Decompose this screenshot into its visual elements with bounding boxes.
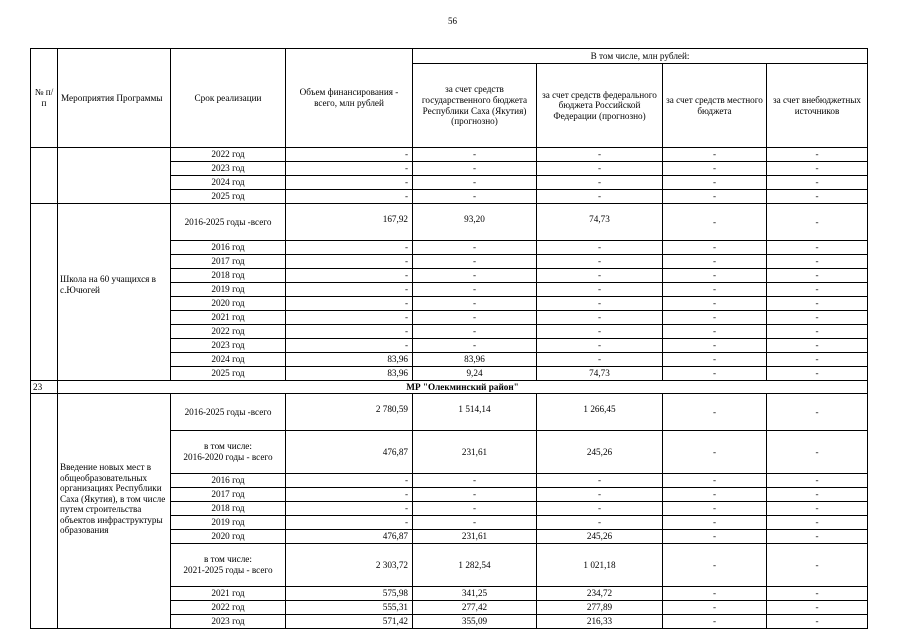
header-extra: за счет внебюджетных источников [767,64,868,148]
federal-cell: - [537,176,663,190]
total-cell: - [286,297,413,311]
extra-cell: - [767,204,868,241]
period-label: 2016-2020 годы - всего [183,452,273,462]
federal-cell: 277,89 [537,601,663,615]
period-cell: 2018 год [171,502,286,516]
header-term: Срок реализации [171,49,286,148]
local-cell: - [663,241,767,255]
extra-cell: - [767,615,868,629]
federal-cell: - [537,190,663,204]
section-row [31,381,868,394]
total-cell: - [286,241,413,255]
local-cell: - [663,297,767,311]
event-name: Школа на 60 учащихся в с.Ючюгей [58,204,171,381]
period-cell: 2022 год [171,601,286,615]
local-cell: - [663,367,767,381]
local-cell: - [663,148,767,162]
federal-cell: - [537,297,663,311]
federal-cell: - [537,325,663,339]
period-cell: 2022 год [171,325,286,339]
republic-cell: 1 282,54 [413,544,537,587]
extra-cell: - [767,255,868,269]
period-cell: 2016-2025 годы -всего [171,394,286,431]
period-cell: 2019 год [171,283,286,297]
republic-cell: 277,42 [413,601,537,615]
local-cell: - [663,530,767,544]
total-cell: - [286,502,413,516]
republic-cell: 355,09 [413,615,537,629]
local-cell: - [663,311,767,325]
local-cell: - [663,190,767,204]
republic-cell: 231,61 [413,530,537,544]
federal-cell: 234,72 [537,587,663,601]
period-cell [171,544,286,587]
federal-cell: - [537,488,663,502]
federal-cell: - [537,353,663,367]
period-cell: 2024 год [171,176,286,190]
period-cell: 2024 год [171,353,286,367]
federal-cell: - [537,502,663,516]
republic-cell: - [413,190,537,204]
period-cell: 2017 год [171,488,286,502]
header-including: В том числе, млн рублей: [413,49,868,64]
federal-cell: 216,33 [537,615,663,629]
total-cell: - [286,488,413,502]
header-federal: за счет средств федерального бюджета Российской Федерации (прогнозно) [537,64,663,148]
local-cell: - [663,544,767,587]
total-cell: 2 780,59 [286,394,413,431]
total-cell: - [286,325,413,339]
federal-cell: 245,26 [537,431,663,474]
period-cell: 2023 год [171,615,286,629]
local-cell: - [663,394,767,431]
republic-cell: - [413,283,537,297]
section-num: 23 [31,381,58,394]
extra-cell: - [767,367,868,381]
table-row [31,204,868,241]
local-cell: - [663,283,767,297]
extra-cell: - [767,587,868,601]
republic-cell: - [413,241,537,255]
republic-cell: - [413,502,537,516]
extra-cell: - [767,516,868,530]
federal-cell: 74,73 [537,367,663,381]
republic-cell: - [413,255,537,269]
extra-cell: - [767,148,868,162]
total-cell: - [286,283,413,297]
period-cell: 2023 год [171,162,286,176]
federal-cell: - [537,311,663,325]
local-cell: - [663,502,767,516]
republic-cell: - [413,516,537,530]
local-cell: - [663,176,767,190]
republic-cell: 231,61 [413,431,537,474]
period-sublabel: в том числе: [204,554,252,565]
extra-cell: - [767,353,868,367]
event-name: Введение новых мест в общеобразовательных организациях Республики Саха (Якутия), в том числе путем строительства объектов инфраструктуры образования [58,394,171,629]
federal-cell: - [537,162,663,176]
extra-cell: - [767,339,868,353]
total-cell: 476,87 [286,431,413,474]
header-volume: Объем финансирования - всего, млн рублей [286,49,413,148]
extra-cell: - [767,176,868,190]
total-cell: - [286,255,413,269]
extra-cell: - [767,297,868,311]
page-number: 56 [448,16,457,26]
local-cell: - [663,615,767,629]
federal-cell: - [537,269,663,283]
local-cell: - [663,269,767,283]
local-cell: - [663,255,767,269]
period-cell: 2020 год [171,297,286,311]
republic-cell: - [413,148,537,162]
federal-cell: 245,26 [537,530,663,544]
period-cell: 2016 год [171,474,286,488]
republic-cell: 9,24 [413,367,537,381]
local-cell: - [663,601,767,615]
header-local: за счет средств местного бюджета [663,64,767,148]
local-cell: - [663,587,767,601]
local-cell: - [663,325,767,339]
republic-cell: - [413,162,537,176]
header-num: № п/п [31,49,58,148]
period-cell: 2020 год [171,530,286,544]
header-republic: за счет средств государственного бюджета Республики Саха (Якутия) (прогнозно) [413,64,537,148]
republic-cell: - [413,297,537,311]
total-cell: - [286,162,413,176]
republic-cell: - [413,339,537,353]
republic-cell: - [413,176,537,190]
total-cell: 555,31 [286,601,413,615]
total-cell: 575,98 [286,587,413,601]
extra-cell: - [767,162,868,176]
header-events: Мероприятия Программы [58,49,171,148]
period-sublabel: в том числе: [204,441,252,452]
total-cell: 476,87 [286,530,413,544]
table-row [31,394,868,431]
total-cell: - [286,148,413,162]
extra-cell: - [767,544,868,587]
total-cell: 83,96 [286,353,413,367]
total-cell: - [286,176,413,190]
period-cell: 2021 год [171,311,286,325]
local-cell: - [663,162,767,176]
republic-cell: - [413,488,537,502]
period-cell: 2016-2025 годы -всего [171,204,286,241]
local-cell: - [663,474,767,488]
period-cell: 2017 год [171,255,286,269]
total-cell: 571,42 [286,615,413,629]
extra-cell: - [767,190,868,204]
extra-cell: - [767,283,868,297]
federal-cell: - [537,241,663,255]
federal-cell: - [537,339,663,353]
total-cell: - [286,311,413,325]
republic-cell: - [413,269,537,283]
federal-cell: - [537,516,663,530]
federal-cell: 74,73 [537,204,663,241]
period-cell: 2022 год [171,148,286,162]
extra-cell: - [767,394,868,431]
num-cell [31,148,58,204]
republic-cell: - [413,311,537,325]
local-cell: - [663,488,767,502]
period-cell: 2023 год [171,339,286,353]
local-cell: - [663,204,767,241]
local-cell: - [663,516,767,530]
total-cell: 2 303,72 [286,544,413,587]
total-cell: - [286,474,413,488]
republic-cell: - [413,474,537,488]
extra-cell: - [767,601,868,615]
federal-cell: - [537,255,663,269]
total-cell: - [286,339,413,353]
num-cell [31,394,58,629]
republic-cell: 1 514,14 [413,394,537,431]
total-cell: 83,96 [286,367,413,381]
federal-cell: - [537,283,663,297]
total-cell: - [286,516,413,530]
republic-cell: 93,20 [413,204,537,241]
total-cell: - [286,190,413,204]
section-title: МР "Олекминский район" [58,381,868,394]
republic-cell: - [413,325,537,339]
extra-cell: - [767,325,868,339]
federal-cell: 1 266,45 [537,394,663,431]
period-cell: 2019 год [171,516,286,530]
period-cell [171,431,286,474]
federal-cell: 1 021,18 [537,544,663,587]
extra-cell: - [767,488,868,502]
total-cell: - [286,269,413,283]
period-label: 2021-2025 годы - всего [183,565,273,575]
period-cell: 2021 год [171,587,286,601]
extra-cell: - [767,474,868,488]
local-cell: - [663,353,767,367]
num-cell [31,204,58,381]
extra-cell: - [767,311,868,325]
period-cell: 2018 год [171,269,286,283]
republic-cell: 83,96 [413,353,537,367]
extra-cell: - [767,502,868,516]
local-cell: - [663,431,767,474]
table-row [31,148,868,162]
extra-cell: - [767,241,868,255]
republic-cell: 341,25 [413,587,537,601]
total-cell: 167,92 [286,204,413,241]
period-cell: 2025 год [171,367,286,381]
local-cell: - [663,339,767,353]
financing-table [30,48,868,629]
period-cell: 2016 год [171,241,286,255]
extra-cell: - [767,530,868,544]
extra-cell: - [767,269,868,283]
federal-cell: - [537,474,663,488]
period-cell: 2025 год [171,190,286,204]
federal-cell: - [537,148,663,162]
event-cell [58,148,171,204]
extra-cell: - [767,431,868,474]
